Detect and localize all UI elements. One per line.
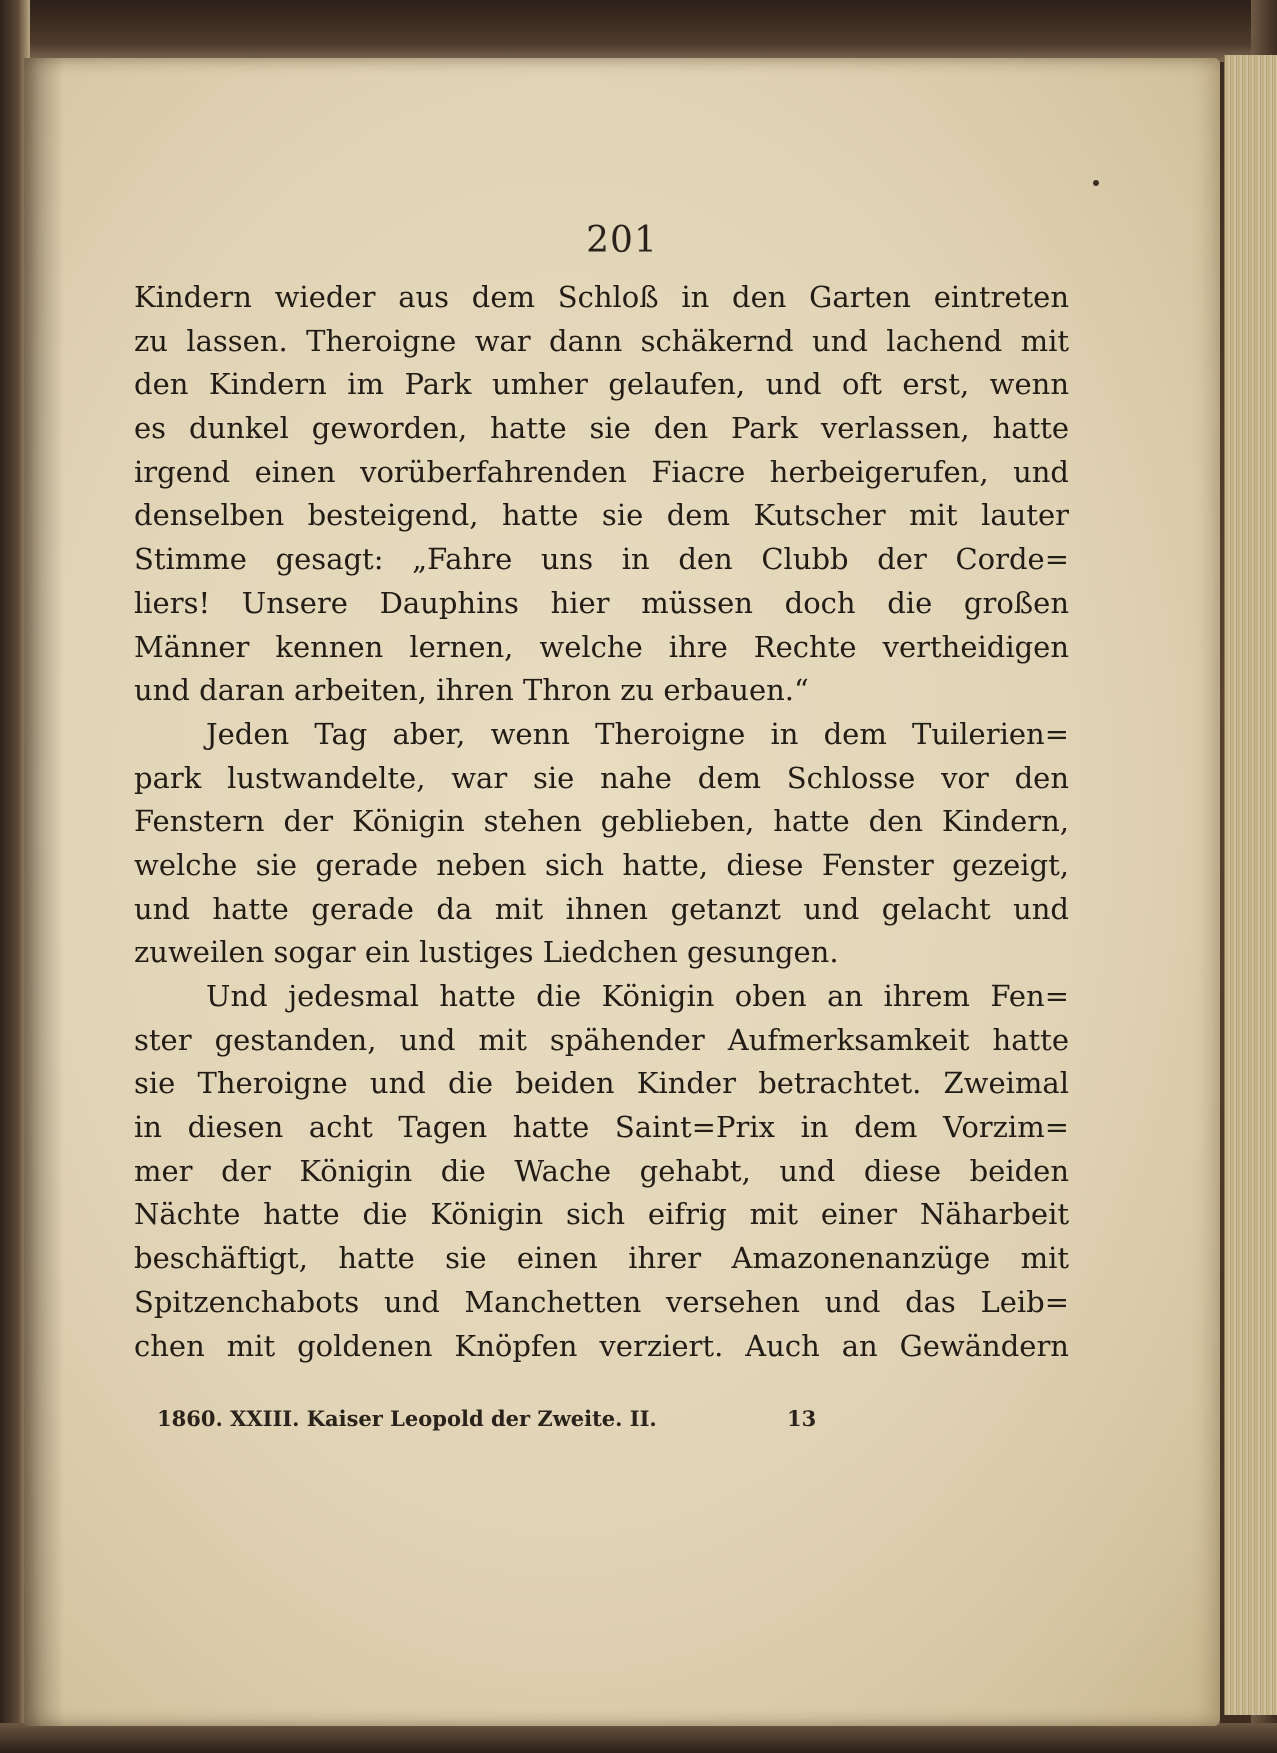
text-line: Und jedesmal hatte die Königin oben an ihrem Fen= — [206, 979, 1069, 1013]
text-line: chen mit goldenen Knöpfen verziert. Auch an Gewändern — [134, 1328, 1069, 1363]
text-line: mer der Königin die Wache gehabt, und diese beiden — [134, 1153, 1069, 1188]
text-line: zuweilen sogar ein lustiges Liedchen gesungen. — [134, 935, 839, 970]
text-line: welche sie gerade neben sich hatte, diese Fenster gezeigt, — [134, 847, 1069, 882]
text-line: in diesen acht Tagen hatte Saint=Prix in dem Vorzim= — [134, 1110, 1069, 1145]
body-text — [134, 276, 1069, 1368]
text-line: denselben besteigend, hatte sie dem Kutscher mit lauter — [134, 498, 1069, 533]
text-line: es dunkel geworden, hatte sie den Park verlassen, hatte — [134, 411, 1069, 446]
footer-imprint: 1860. XXIII. Kaiser Leopold der Zweite. II. — [157, 1406, 657, 1431]
book-cover-top-edge — [0, 0, 1277, 62]
text-line: Kindern wieder aus dem Schloß in den Garten eintreten — [134, 280, 1069, 314]
page-footer — [157, 1406, 897, 1431]
text-line: Nächte hatte die Königin sich eifrig mit einer Näharbeit — [134, 1197, 1069, 1232]
paper-page — [24, 58, 1220, 1726]
text-line: zu lassen. Theroigne war dann schäkernd und lachend mit — [134, 323, 1069, 358]
text-line: ster gestanden, und mit spähender Aufmerksamkeit hatte — [134, 1022, 1069, 1057]
text-line: sie Theroigne und die beiden Kinder betrachtet. Zweimal — [134, 1066, 1069, 1101]
text-line: Fenstern der Königin stehen geblieben, hatte den Kindern, — [134, 804, 1069, 839]
text-line: und hatte gerade da mit ihnen getanzt und gelacht und — [134, 891, 1069, 926]
text-line: und daran arbeiten, ihren Thron zu erbauen.“ — [134, 673, 809, 708]
text-line: Männer kennen lernen, welche ihre Rechte vertheidigen — [134, 629, 1069, 664]
book-cover-bottom-edge — [0, 1723, 1277, 1753]
text-line: liers! Unsere Dauphins hier müssen doch die großen — [134, 585, 1069, 620]
text-line: Stimme gesagt: „Fahre uns in den Clubb der Corde= — [134, 542, 1069, 577]
text-line: Jeden Tag aber, wenn Theroigne in dem Tuilerien= — [206, 716, 1069, 751]
text-line: irgend einen vorüberfahrenden Fiacre herbeigerufen, und — [134, 454, 1069, 489]
text-line: Spitzenchabots und Manchetten versehen und das Leib= — [134, 1284, 1069, 1319]
text-line: park lustwandelte, war sie nahe dem Schlosse vor den — [134, 760, 1069, 795]
text-line: beschäftigt, hatte sie einen ihrer Amazonenanzüge mit — [134, 1241, 1069, 1276]
signature-mark: 13 — [787, 1406, 817, 1431]
text-line: den Kindern im Park umher gelaufen, und oft erst, wenn — [134, 367, 1069, 402]
page-number: 201 — [586, 220, 658, 261]
page-edges-stack — [1224, 55, 1277, 1715]
page-gutter — [24, 58, 64, 1726]
ink-speck — [1093, 180, 1099, 186]
